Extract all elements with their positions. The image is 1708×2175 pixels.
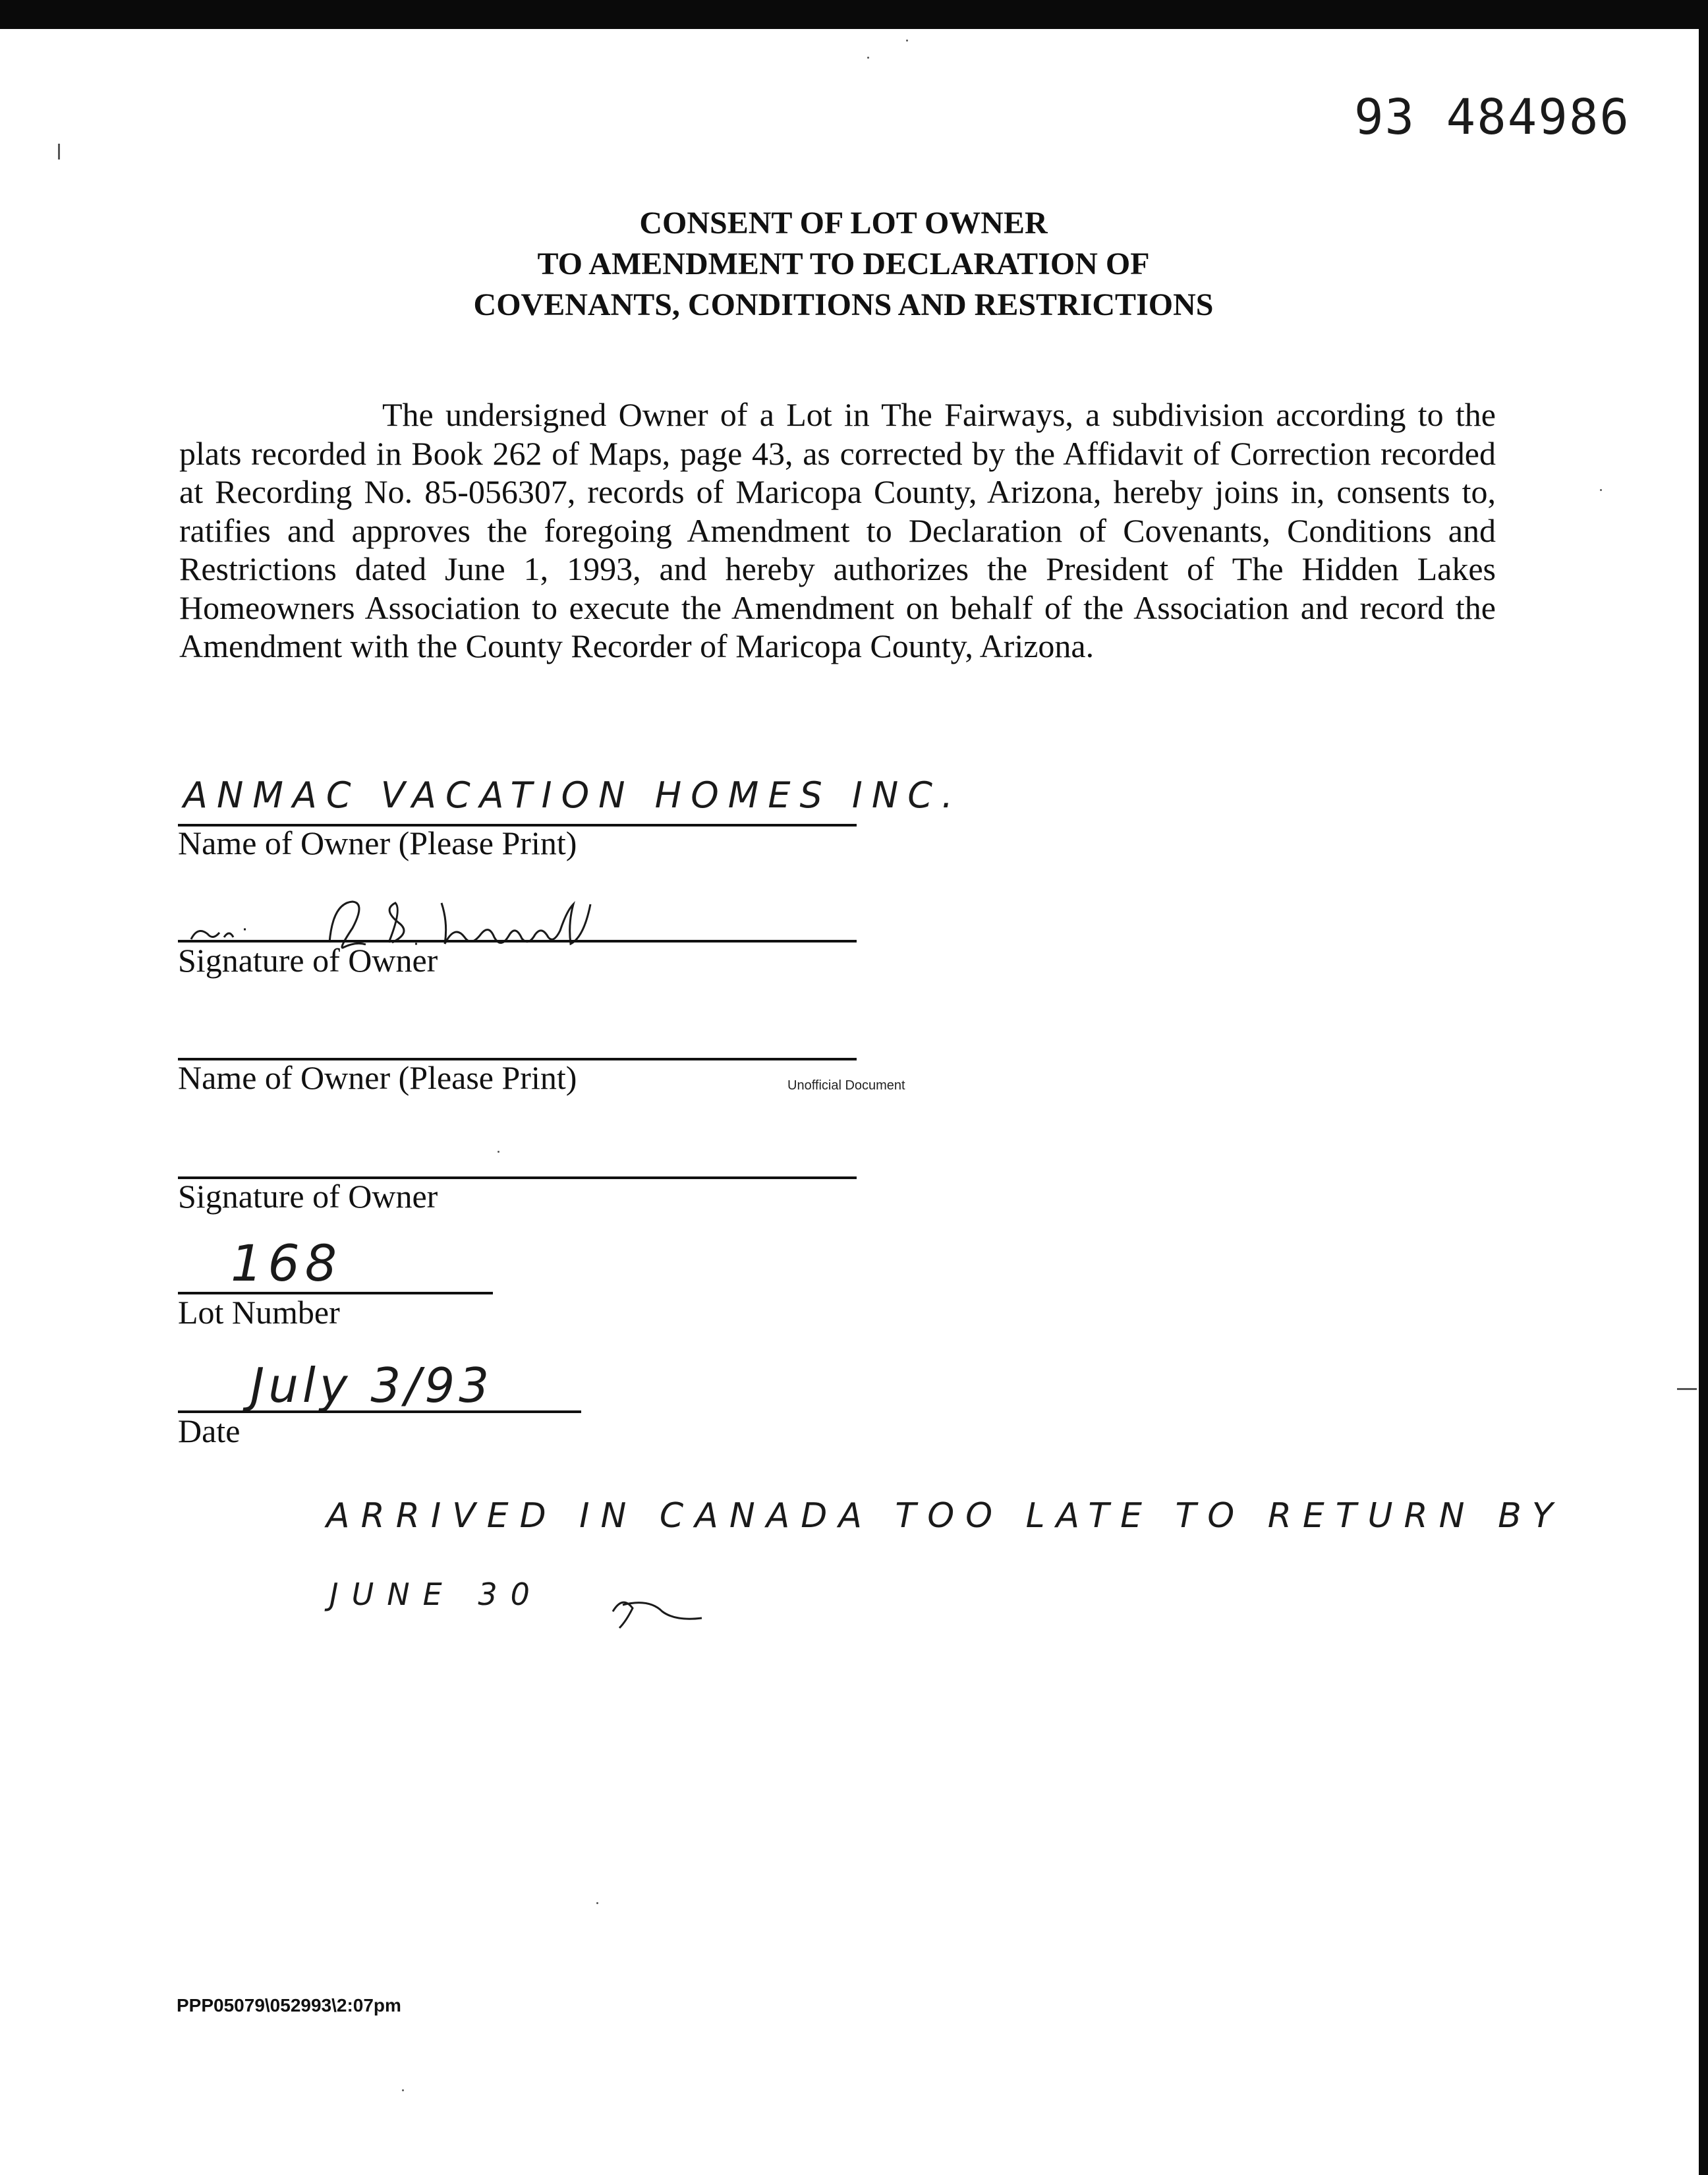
note-initials — [606, 1585, 718, 1638]
title-line-3: COVENANTS, CONDITIONS AND RESTRICTIONS — [473, 287, 1214, 322]
scan-top-border — [0, 0, 1708, 29]
scan-speck — [867, 57, 869, 59]
consent-paragraph: The undersigned Owner of a Lot in The Fairways, a subdivision according to the plats recorded in Book 262 of Maps, page 43, as corrected by the Affidavit of Correction recorded at Recording No. 85-056307, records of Maricopa County, Arizona, hereby joins in, consents to, ratifies and approves the foregoing Amendment to Declaration of Covenants, Conditions and Restrictions dated June 1, 1993, and hereby authorizes the President of The Hidden Lakes Homeowners Association to execute the Amendment on behalf of the Association and record the Amendment with the County Recorder of Maricopa County, Arizona. — [179, 396, 1496, 664]
owner-name-handwritten: ANMAC VACATION HOMES INC. — [183, 774, 963, 816]
scan-right-border — [1699, 29, 1708, 2175]
document-number: 93 484986 — [1354, 89, 1630, 146]
scan-speck — [596, 1902, 598, 1904]
date-label: Date — [178, 1412, 241, 1449]
lot-number-label: Lot Number — [178, 1294, 340, 1331]
scan-speck — [58, 144, 60, 160]
handwritten-note-line-2: JUNE 30 — [329, 1577, 543, 1612]
scan-speck — [402, 2089, 404, 2091]
owner-name-label-1: Name of Owner (Please Print) — [178, 825, 577, 861]
date-handwritten: July 3/93 — [250, 1358, 494, 1413]
scan-speck — [1677, 1388, 1697, 1390]
document-title — [0, 203, 1687, 326]
scan-speck — [1600, 489, 1602, 491]
owner-name-label-2: Name of Owner (Please Print) — [178, 1059, 577, 1096]
scan-speck — [906, 40, 908, 42]
signature-label-2: Signature of Owner — [178, 1178, 438, 1215]
scan-speck — [498, 1151, 499, 1153]
signature-label-1: Signature of Owner — [178, 942, 438, 979]
lot-number-handwritten: 168 — [231, 1234, 343, 1292]
title-line-1: CONSENT OF LOT OWNER — [639, 206, 1048, 241]
unofficial-watermark: Unofficial Document — [787, 1078, 905, 1093]
handwritten-note-line-1: ARRIVED IN CANADA TOO LATE TO RETURN BY — [326, 1496, 1564, 1536]
footer-code: PPP05079\052993\2:07pm — [177, 1995, 401, 2016]
title-line-2: TO AMENDMENT TO DECLARATION OF — [537, 246, 1150, 281]
